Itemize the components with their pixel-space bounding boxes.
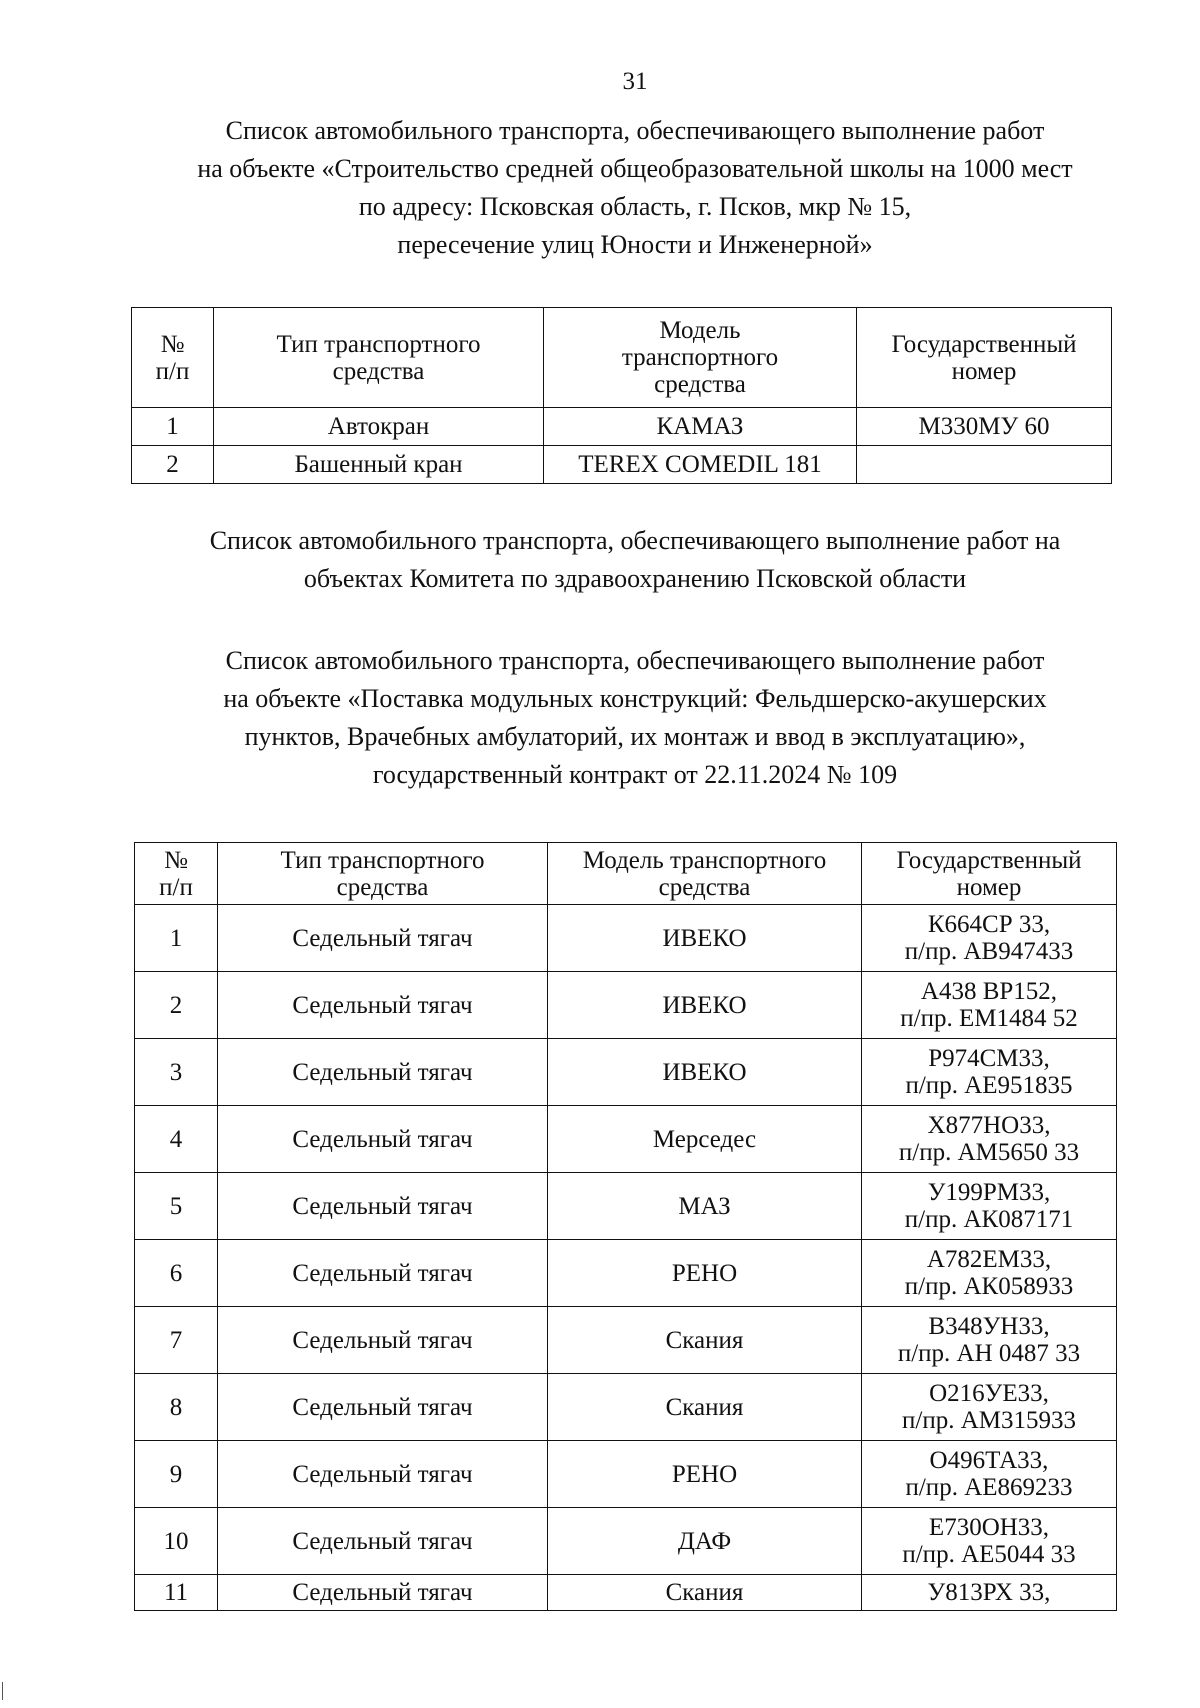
cell-line: п/пр. АК058933 — [904, 1273, 1074, 1300]
cell-model: МАЗ — [548, 1173, 862, 1240]
table-row — [135, 1106, 1117, 1173]
cell-plate — [862, 1173, 1117, 1240]
cell-line: О216УЕ33, — [929, 1380, 1049, 1407]
cell-type: Седельный тягач — [218, 1508, 548, 1575]
cell-num: 4 — [135, 1106, 218, 1173]
heading-line: объектах Комитета по здравоохранению Псковской области — [303, 564, 967, 593]
cell-model: ИВЕКО — [548, 1039, 862, 1106]
table-row — [135, 1240, 1117, 1307]
cell-line: п/пр. АЕ869233 — [905, 1474, 1073, 1501]
cell-type: Седельный тягач — [218, 1575, 548, 1611]
cell-line: п/пр. АМ315933 — [902, 1407, 1076, 1434]
cell-num: 10 — [135, 1508, 218, 1575]
heading-line: Список автомобильного транспорта, обеспечивающего выполнение работ на — [209, 526, 1061, 555]
heading-line: пересечение улиц Юности и Инженерной» — [397, 230, 873, 259]
cell-line: Х877НО33, — [927, 1112, 1051, 1139]
cell-model: Скания — [548, 1374, 862, 1441]
cell-model: ДАФ — [548, 1508, 862, 1575]
cell-type: Башенный кран — [214, 446, 544, 484]
cell-line: п/пр. АВ947433 — [904, 938, 1074, 965]
cell-plate — [862, 972, 1117, 1039]
cell-model: Мерседес — [548, 1106, 862, 1173]
cell-num: 5 — [135, 1173, 218, 1240]
heading-line: пунктов, Врачебных амбулаторий, их монтаж и ввод в эксплуатацию», — [244, 722, 1026, 751]
cell-type: Седельный тягач — [218, 1374, 548, 1441]
cell-num: 8 — [135, 1374, 218, 1441]
heading-line: государственный контракт от 22.11.2024 № 109 — [372, 760, 898, 789]
cell-line: п/пр. АЕ5044 33 — [902, 1541, 1076, 1568]
table-row — [135, 1575, 1117, 1611]
table-row — [132, 446, 1112, 484]
cell-num: 9 — [135, 1441, 218, 1508]
header-line: Модель — [659, 317, 741, 344]
header-num — [132, 308, 214, 408]
table-row — [135, 972, 1117, 1039]
cell-line: А438 ВР152, — [920, 978, 1058, 1005]
cell-model: Скания — [548, 1575, 862, 1611]
cell-plate — [862, 1508, 1117, 1575]
header-line: Тип транспортного — [276, 330, 481, 358]
header-line: номер — [951, 357, 1017, 385]
cell-type: Седельный тягач — [218, 972, 548, 1039]
cell-plate — [862, 1575, 1117, 1611]
header-line: № — [160, 330, 185, 358]
cell-line: У813РХ 33, — [927, 1579, 1051, 1606]
cell-num: 2 — [132, 446, 214, 484]
cell-plate — [862, 1039, 1117, 1106]
cell-type: Седельный тягач — [218, 1173, 548, 1240]
table-row — [135, 1307, 1117, 1374]
heading-line: Список автомобильного транспорта, обеспечивающего выполнение работ — [225, 116, 1045, 145]
table-header-row — [135, 843, 1117, 905]
header-line: средства — [332, 357, 425, 385]
header-line: п/п — [159, 873, 193, 901]
cell-model: TEREX COMEDIL 181 — [544, 446, 857, 484]
table-row — [132, 408, 1112, 446]
cell-type: Седельный тягач — [218, 1441, 548, 1508]
cell-line: п/пр. АМ5650 33 — [898, 1139, 1080, 1166]
header-line: п/п — [155, 357, 190, 385]
table-row — [135, 1374, 1117, 1441]
header-plate — [857, 308, 1112, 408]
header-line: Государственный — [896, 846, 1082, 874]
table-row — [135, 1441, 1117, 1508]
cell-num: 7 — [135, 1307, 218, 1374]
cell-line: Е730ОН33, — [928, 1514, 1050, 1541]
cell-line: У199РМ33, — [927, 1179, 1051, 1206]
header-model — [544, 308, 857, 408]
heading-line: по адресу: Псковская область, г. Псков, мкр № 15, — [358, 192, 912, 221]
table-header-row — [132, 308, 1112, 408]
cell-type: Седельный тягач — [218, 905, 548, 972]
header-type — [218, 843, 548, 905]
cell-line: п/пр. АК087171 — [904, 1206, 1074, 1233]
cell-num: 6 — [135, 1240, 218, 1307]
table-row — [135, 1039, 1117, 1106]
section3-heading — [120, 642, 1150, 794]
cell-model: Скания — [548, 1307, 862, 1374]
cell-plate — [857, 446, 1112, 484]
header-num — [135, 843, 218, 905]
cell-plate — [862, 1441, 1117, 1508]
cell-plate — [862, 1106, 1117, 1173]
table-row — [135, 905, 1117, 972]
section1-heading — [120, 112, 1150, 264]
cell-model: РЕНО — [548, 1240, 862, 1307]
cell-type: Седельный тягач — [218, 1039, 548, 1106]
header-line: средства — [654, 371, 746, 398]
cell-type: Седельный тягач — [218, 1307, 548, 1374]
cell-num: 2 — [135, 972, 218, 1039]
header-line: номер — [956, 873, 1022, 901]
cell-plate — [862, 1374, 1117, 1441]
cell-type: Седельный тягач — [218, 1106, 548, 1173]
header-line: № — [164, 846, 188, 874]
heading-line: на объекте «Строительство средней общеобразовательной школы на 1000 мест — [197, 154, 1073, 183]
cell-model: РЕНО — [548, 1441, 862, 1508]
cell-line: О496ТА33, — [929, 1447, 1049, 1474]
cell-line: В348УН33, — [928, 1313, 1050, 1340]
header-line: Государственный — [891, 330, 1077, 358]
cell-line: п/пр. ЕМ1484 52 — [900, 1005, 1078, 1032]
cell-plate — [862, 1307, 1117, 1374]
header-line: транспортного — [621, 344, 779, 371]
header-type — [214, 308, 544, 408]
section2-heading — [120, 522, 1150, 598]
page-number: 31 — [622, 68, 648, 95]
header-line: Тип транспортного — [280, 846, 485, 874]
header-line: средства — [336, 873, 429, 901]
cell-line: К664СР 33, — [927, 911, 1051, 938]
cell-model: ИВЕКО — [548, 905, 862, 972]
cell-num: 11 — [135, 1575, 218, 1611]
cell-line: Р974СМ33, — [928, 1045, 1050, 1072]
cell-type: Автокран — [214, 408, 544, 446]
cell-line: п/пр. АН 0487 33 — [897, 1340, 1081, 1367]
header-plate — [862, 843, 1117, 905]
table-row — [135, 1173, 1117, 1240]
scan-artifact-mark — [2, 1682, 3, 1700]
table-row — [135, 1508, 1117, 1575]
header-model — [548, 843, 862, 905]
cell-plate — [862, 1240, 1117, 1307]
cell-plate: М330МУ 60 — [857, 408, 1112, 446]
cell-line: А782ЕМ33, — [926, 1246, 1052, 1273]
cell-model: КАМАЗ — [544, 408, 857, 446]
cell-num: 1 — [135, 905, 218, 972]
cell-model: ИВЕКО — [548, 972, 862, 1039]
header-line: средства — [658, 873, 751, 901]
section1-vehicle-table — [131, 307, 1112, 484]
cell-num: 3 — [135, 1039, 218, 1106]
heading-line: на объекте «Поставка модульных конструкций: Фельдшерско-акушерских — [223, 684, 1047, 713]
cell-num: 1 — [132, 408, 214, 446]
section3-vehicle-table — [134, 842, 1117, 1611]
cell-line: п/пр. АЕ951835 — [905, 1072, 1073, 1099]
heading-line: Список автомобильного транспорта, обеспечивающего выполнение работ — [225, 646, 1045, 675]
header-line: Модель транспортного — [582, 846, 827, 874]
cell-type: Седельный тягач — [218, 1240, 548, 1307]
cell-plate — [862, 905, 1117, 972]
